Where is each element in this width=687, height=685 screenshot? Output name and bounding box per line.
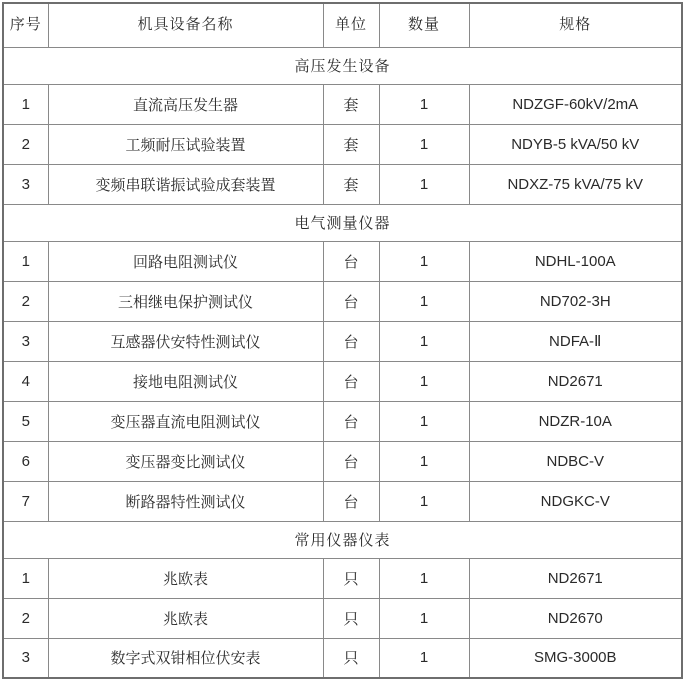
- table-row: [3, 558, 682, 598]
- cell-equipment-name: 互感器伏安特性测试仪: [48, 321, 323, 361]
- cell-specification: NDYB-5 kVA/50 kV: [469, 124, 682, 164]
- cell-equipment-name: 断路器特性测试仪: [48, 481, 323, 521]
- cell-serial-number: 3: [3, 321, 48, 361]
- header-specification: 规格: [469, 3, 682, 47]
- cell-quantity: 1: [379, 241, 469, 281]
- table-row: [3, 361, 682, 401]
- cell-specification: NDGKC-V: [469, 481, 682, 521]
- cell-equipment-name: 接地电阻测试仪: [48, 361, 323, 401]
- cell-serial-number: 1: [3, 84, 48, 124]
- table-row: [3, 638, 682, 678]
- cell-specification: ND2670: [469, 598, 682, 638]
- table-row: [3, 598, 682, 638]
- cell-unit: 台: [323, 321, 379, 361]
- cell-quantity: 1: [379, 598, 469, 638]
- cell-specification: ND2671: [469, 361, 682, 401]
- cell-specification: SMG-3000B: [469, 638, 682, 678]
- cell-serial-number: 1: [3, 241, 48, 281]
- section-row: [3, 521, 682, 558]
- equipment-table-body: [3, 47, 682, 678]
- cell-unit: 套: [323, 124, 379, 164]
- cell-unit: 台: [323, 241, 379, 281]
- cell-quantity: 1: [379, 638, 469, 678]
- cell-serial-number: 3: [3, 164, 48, 204]
- cell-unit: 套: [323, 164, 379, 204]
- cell-equipment-name: 兆欧表: [48, 558, 323, 598]
- cell-specification: NDZGF-60kV/2mA: [469, 84, 682, 124]
- table-row: [3, 481, 682, 521]
- cell-unit: 台: [323, 281, 379, 321]
- cell-equipment-name: 三相继电保护测试仪: [48, 281, 323, 321]
- cell-serial-number: 3: [3, 638, 48, 678]
- cell-unit: 套: [323, 84, 379, 124]
- header-quantity: 数量: [379, 3, 469, 47]
- cell-equipment-name: 回路电阻测试仪: [48, 241, 323, 281]
- cell-specification: ND702-3H: [469, 281, 682, 321]
- cell-serial-number: 1: [3, 558, 48, 598]
- cell-serial-number: 2: [3, 598, 48, 638]
- table-row: [3, 401, 682, 441]
- cell-quantity: 1: [379, 164, 469, 204]
- cell-unit: 台: [323, 441, 379, 481]
- table-header-row: [3, 3, 682, 47]
- cell-unit: 台: [323, 401, 379, 441]
- table-row: [3, 281, 682, 321]
- cell-specification: ND2671: [469, 558, 682, 598]
- cell-unit: 只: [323, 558, 379, 598]
- cell-unit: 台: [323, 481, 379, 521]
- cell-equipment-name: 变压器变比测试仪: [48, 441, 323, 481]
- section-title: 常用仪器仪表: [3, 521, 682, 558]
- cell-quantity: 1: [379, 558, 469, 598]
- cell-unit: 台: [323, 361, 379, 401]
- section-title: 电气测量仪器: [3, 204, 682, 241]
- cell-unit: 只: [323, 598, 379, 638]
- section-row: [3, 47, 682, 84]
- cell-serial-number: 4: [3, 361, 48, 401]
- cell-unit: 只: [323, 638, 379, 678]
- cell-quantity: 1: [379, 401, 469, 441]
- table-row: [3, 321, 682, 361]
- equipment-table: [2, 2, 683, 679]
- header-serial-number: 序号: [3, 3, 48, 47]
- table-row: [3, 164, 682, 204]
- cell-quantity: 1: [379, 321, 469, 361]
- cell-quantity: 1: [379, 481, 469, 521]
- cell-quantity: 1: [379, 361, 469, 401]
- cell-equipment-name: 数字式双钳相位伏安表: [48, 638, 323, 678]
- cell-serial-number: 6: [3, 441, 48, 481]
- table-row: [3, 84, 682, 124]
- table-row: [3, 241, 682, 281]
- cell-specification: NDBC-V: [469, 441, 682, 481]
- section-title: 高压发生设备: [3, 47, 682, 84]
- cell-equipment-name: 工频耐压试验装置: [48, 124, 323, 164]
- table-row: [3, 441, 682, 481]
- header-unit: 单位: [323, 3, 379, 47]
- cell-serial-number: 7: [3, 481, 48, 521]
- cell-equipment-name: 变压器直流电阻测试仪: [48, 401, 323, 441]
- section-row: [3, 204, 682, 241]
- cell-serial-number: 5: [3, 401, 48, 441]
- cell-equipment-name: 直流高压发生器: [48, 84, 323, 124]
- cell-equipment-name: 变频串联谐振试验成套装置: [48, 164, 323, 204]
- cell-quantity: 1: [379, 281, 469, 321]
- cell-specification: NDHL-100A: [469, 241, 682, 281]
- cell-serial-number: 2: [3, 124, 48, 164]
- cell-quantity: 1: [379, 84, 469, 124]
- cell-quantity: 1: [379, 124, 469, 164]
- cell-specification: NDZR-10A: [469, 401, 682, 441]
- table-row: [3, 124, 682, 164]
- header-equipment-name: 机具设备名称: [48, 3, 323, 47]
- cell-serial-number: 2: [3, 281, 48, 321]
- cell-quantity: 1: [379, 441, 469, 481]
- cell-equipment-name: 兆欧表: [48, 598, 323, 638]
- cell-specification: NDFA-Ⅱ: [469, 321, 682, 361]
- cell-specification: NDXZ-75 kVA/75 kV: [469, 164, 682, 204]
